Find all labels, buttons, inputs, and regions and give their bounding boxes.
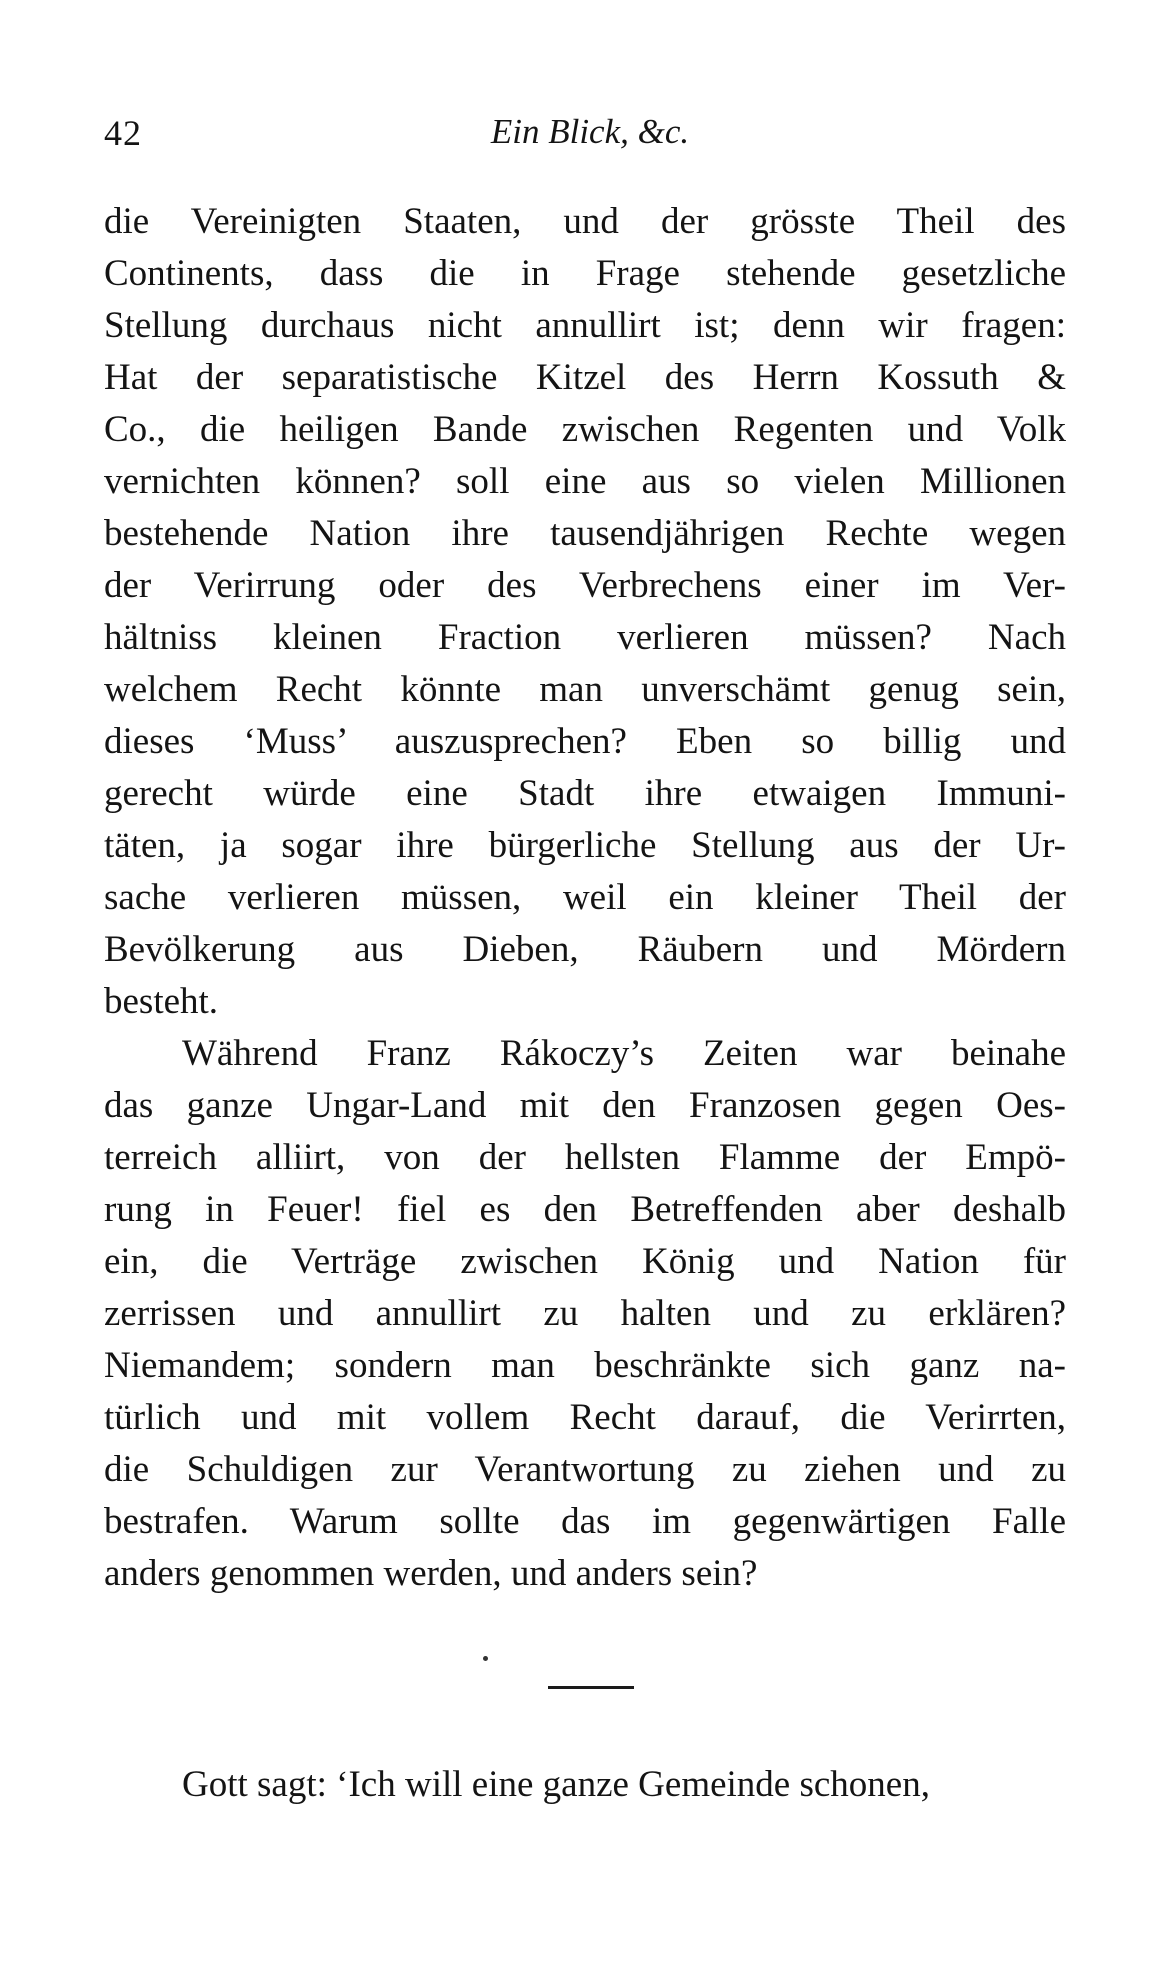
page-number: 42 <box>104 113 142 153</box>
body-text <box>104 196 1066 1600</box>
text-line: Hat der separatistische Kitzel des Herrn Kossuth & <box>104 357 1066 398</box>
text-line: ein, die Verträge zwischen König und Nation für <box>104 1241 1066 1282</box>
page-header <box>104 112 1076 158</box>
next-section-line: Gott sagt: ‘Ich will eine ganze Gemeinde schonen, <box>182 1764 930 1805</box>
text-line: Continents, dass die in Frage stehende gesetzliche <box>104 253 1066 294</box>
text-line: Niemandem; sondern man beschränkte sich ganz na- <box>104 1345 1066 1386</box>
text-line: vernichten können? soll eine aus so vielen Millionen <box>104 461 1066 502</box>
stray-mark <box>483 1656 488 1661</box>
text-line: welchem Recht könnte man unverschämt genug sein, <box>104 669 1066 710</box>
text-line: besteht. <box>104 981 219 1022</box>
text-line: Bevölkerung aus Dieben, Räubern und Mördern <box>104 929 1066 970</box>
text-line: der Verirrung oder des Verbrechens einer im Ver- <box>104 565 1066 606</box>
text-line: terreich alliirt, von der hellsten Flamme der Empö- <box>104 1137 1066 1178</box>
text-line: bestrafen. Warum sollte das im gegenwärtigen Falle <box>104 1501 1066 1542</box>
text-line: rung in Feuer! fiel es den Betreffenden aber deshalb <box>104 1189 1066 1230</box>
text-line: sache verlieren müssen, weil ein kleiner Theil der <box>104 877 1066 918</box>
text-line: hältniss kleinen Fraction verlieren müssen? Nach <box>104 617 1066 658</box>
text-line: die Vereinigten Staaten, und der grösste Theil des <box>104 201 1066 242</box>
text-line: gerecht würde eine Stadt ihre etwaigen Immuni- <box>104 773 1066 814</box>
text-line: zerrissen und annullirt zu halten und zu erklären? <box>104 1293 1066 1334</box>
text-line: bestehende Nation ihre tausendjährigen Rechte wegen <box>104 513 1066 554</box>
section-divider-rule <box>548 1686 634 1689</box>
text-line: das ganze Ungar-Land mit den Franzosen gegen Oes- <box>104 1085 1066 1126</box>
running-title: Ein Blick, &c. <box>490 112 690 151</box>
text-line: die Schuldigen zur Verantwortung zu ziehen und zu <box>104 1449 1066 1490</box>
text-line: dieses ‘Muss’ auszusprechen? Eben so billig und <box>104 721 1066 762</box>
text-line: Stellung durchaus nicht annullirt ist; denn wir fragen: <box>104 305 1066 346</box>
text-line: türlich und mit vollem Recht darauf, die Verirrten, <box>104 1397 1066 1438</box>
text-line: Co., die heiligen Bande zwischen Regenten und Volk <box>104 409 1066 450</box>
text-line: Während Franz Rákoczy’s Zeiten war beinahe <box>182 1033 1066 1074</box>
text-line: anders genommen werden, und anders sein? <box>104 1553 758 1594</box>
text-line: täten, ja sogar ihre bürgerliche Stellung aus der Ur- <box>104 825 1066 866</box>
